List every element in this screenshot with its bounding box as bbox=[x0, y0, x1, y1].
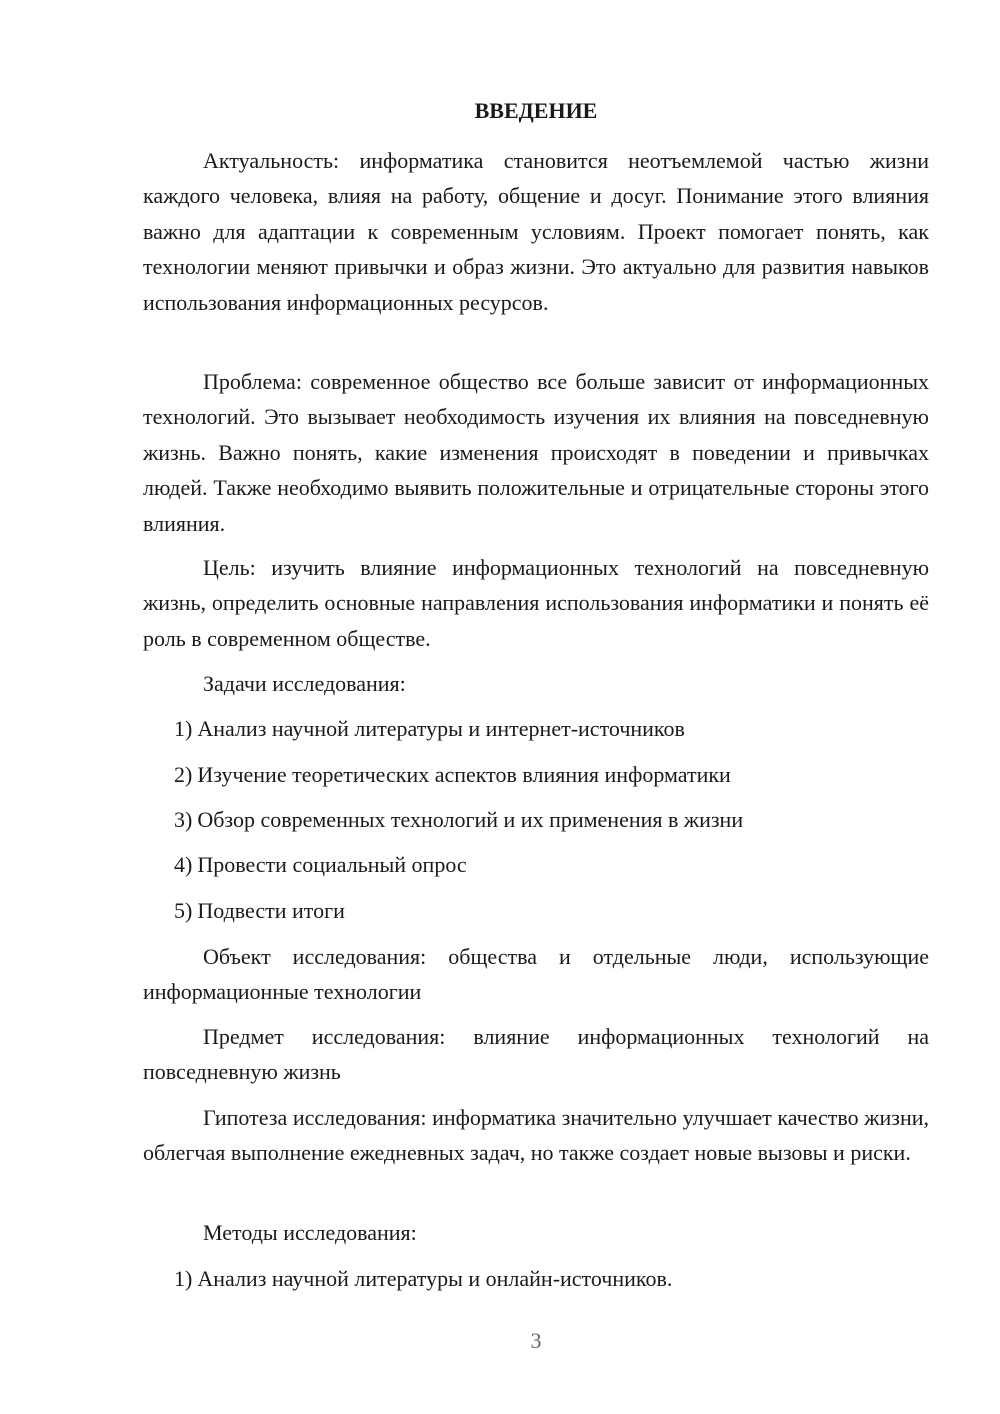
document-page bbox=[143, 0, 929, 1414]
list-item-text: Изучение теоретических аспектов влияния информатики bbox=[197, 762, 731, 787]
page-number: 3 bbox=[530, 1328, 542, 1353]
list-item bbox=[174, 893, 929, 928]
list-item bbox=[174, 711, 929, 746]
list-item-number: 5) bbox=[174, 898, 193, 923]
list-item bbox=[174, 1261, 929, 1296]
list-item-number: 1) bbox=[174, 716, 193, 741]
page-title: ВВЕДЕНИЕ bbox=[474, 98, 598, 123]
list-item-number: 1) bbox=[174, 1266, 193, 1291]
list-item bbox=[174, 847, 929, 882]
problem-paragraph: Проблема: современное общество все больше зависит от информационных технологий. Это вызывает необходимость изучения их влияния на повседневную жизнь. Важно понять, какие изменения происходят в поведении и привычках людей. Также необходимо выявить положительные и отрицательные стороны этого влияния. bbox=[143, 369, 929, 536]
object-paragraph: Объект исследования: общества и отдельные люди, использующие информационные технологии bbox=[143, 944, 929, 1005]
list-item-number: 2) bbox=[174, 762, 193, 787]
list-item-text: Обзор современных технологий и их применения в жизни bbox=[197, 807, 744, 832]
list-item-text: Анализ научной литературы и онлайн-источников. bbox=[197, 1266, 673, 1291]
list-item-text: Анализ научной литературы и интернет-источников bbox=[197, 716, 685, 741]
relevance-paragraph: Актуальность: информатика становится неотъемлемой частью жизни каждого человека, влияя на работу, общение и досуг. Понимание этого влияния важно для адаптации к современным условиям. Проект помогает понять, как технологии меняют привычки и образ жизни. Это актуально для развития навыков использования информационных ресурсов. bbox=[143, 148, 929, 315]
methods-title: Методы исследования: bbox=[203, 1220, 417, 1245]
list-item-number: 3) bbox=[174, 807, 193, 832]
list-item-text: Подвести итоги bbox=[197, 898, 345, 923]
list-item-number: 4) bbox=[174, 852, 193, 877]
hypothesis-paragraph: Гипотеза исследования: информатика значительно улучшает качество жизни, облегчая выполнение ежедневных задач, но также создает новые вызовы и риски. bbox=[143, 1105, 929, 1166]
goal-paragraph: Цель: изучить влияние информационных технологий на повседневную жизнь, определить основные направления использования информатики и понять её роль в современном обществе. bbox=[143, 555, 929, 651]
list-item-text: Провести социальный опрос bbox=[197, 852, 467, 877]
subject-paragraph: Предмет исследования: влияние информационных технологий на повседневную жизнь bbox=[143, 1024, 929, 1085]
tasks-title: Задачи исследования: bbox=[203, 671, 406, 696]
list-item bbox=[174, 757, 929, 792]
list-item bbox=[174, 802, 929, 837]
